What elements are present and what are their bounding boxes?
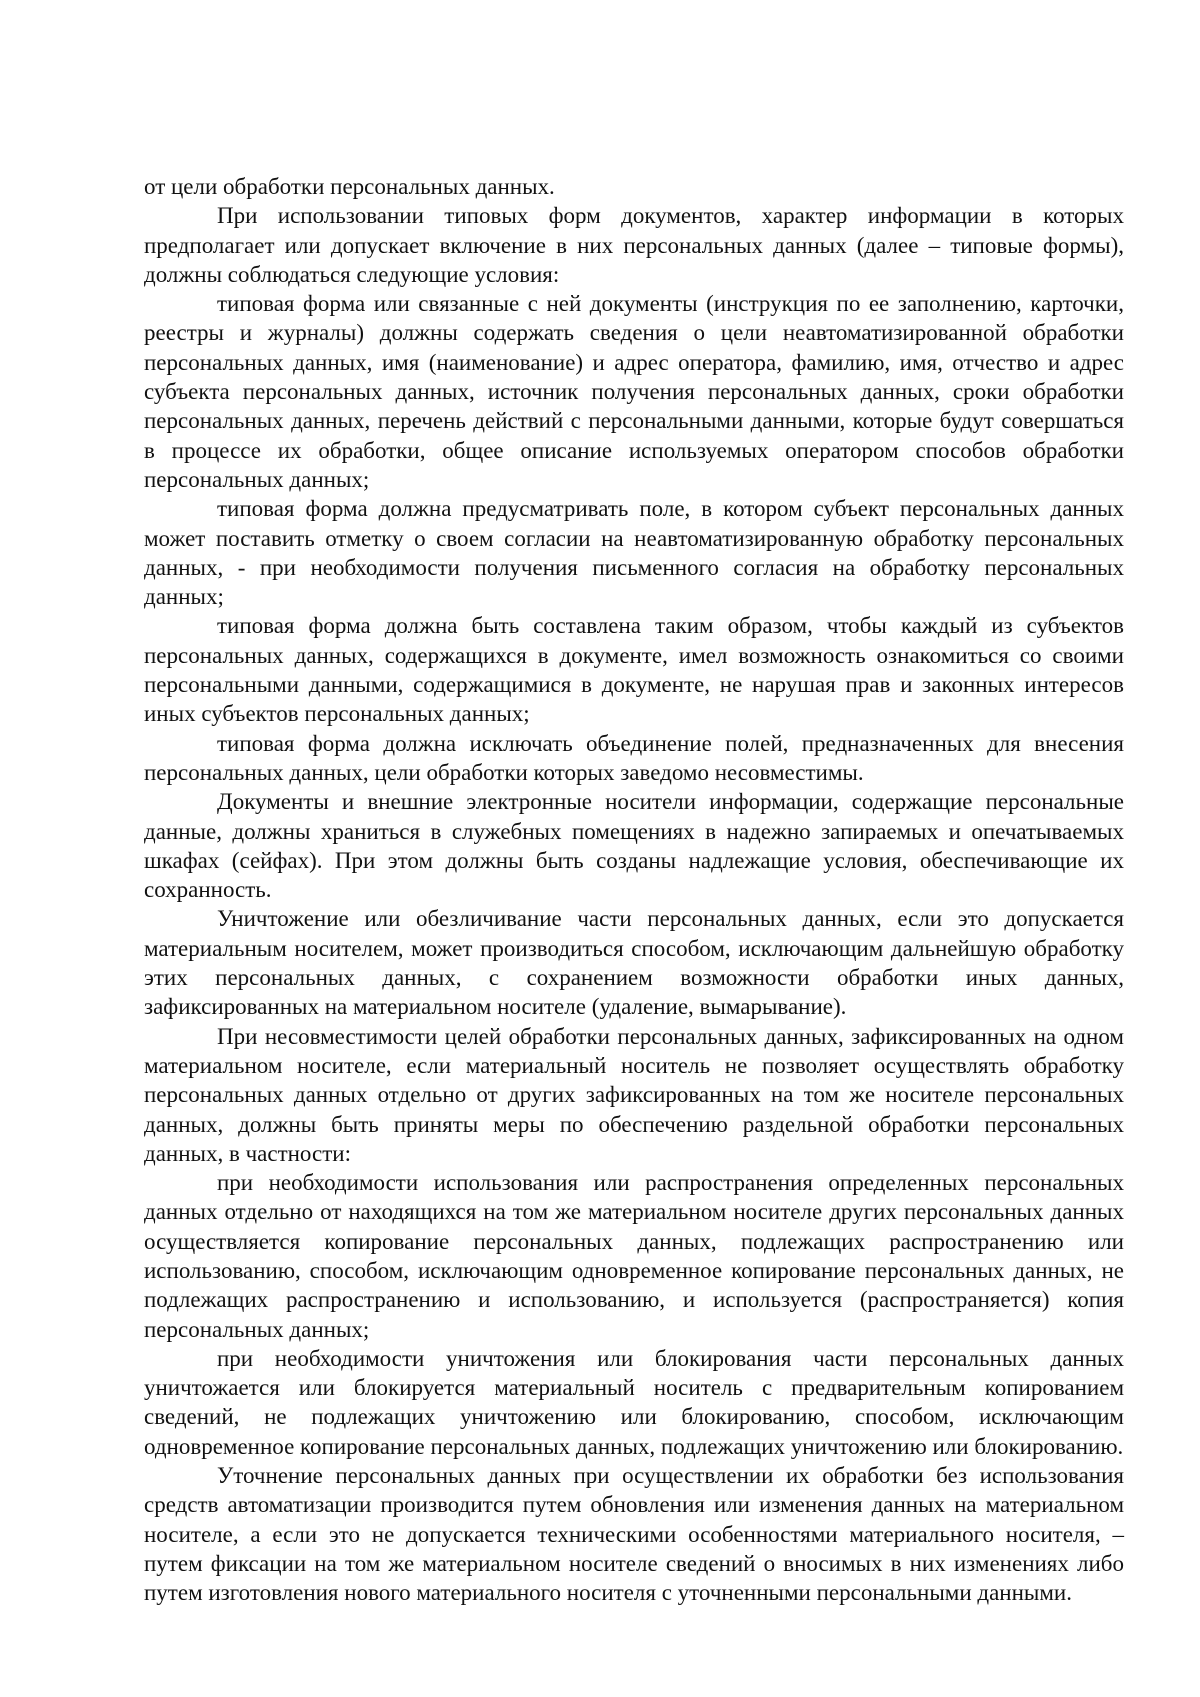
paragraph-copying-measure: при необходимости использования или распространения определенных персональных данных отдельно от находящихся на том же материальном носителе других персональных данных осуществляется копирование персональных данных, подлежащих распространению или использованию, способом, исключающим одновременное копирование персональных данных, не подлежащих распространению и использованию, и используется (распространяется) копия персональных данных; (144, 1170, 1124, 1342)
paragraph-destruction-measure: при необходимости уничтожения или блокирования части персональных данных уничтожается или блокируется материальный носитель с предварительным копированием сведений, не подлежащих уничтожению или блокированию, способом, исключающим одновременное копирование персональных данных, подлежащих уничтожению или блокированию. (144, 1345, 1124, 1459)
paragraph-continuation: от цели обработки персональных данных. (144, 174, 555, 199)
paragraph-data-clarification: Уточнение персональных данных при осуществлении их обработки без использования средств автоматизации производится путем обновления или изменения данных на материальном носителе, а если это не допускается техническими особенностями материального носителя, – путем фиксации на том же материальном носителе сведений о вносимых в них изменениях либо путем изготовления нового материального носителя с уточненными персональными данными. (144, 1463, 1124, 1606)
document-page (144, 172, 1124, 1608)
paragraph-destruction-anonymization: Уничтожение или обезличивание части персональных данных, если это допускается материальным носителем, может производиться способом, исключающим дальнейшую обработку этих персональных данных, с сохранением возможности обработки иных данных, зафиксированных на материальном носителе (удаление, вымарывание). (144, 906, 1124, 1020)
paragraph-typical-forms-intro: При использовании типовых форм документов, характер информации в которых предполагает или допускает включение в них персональных данных (далее – типовые формы), должны соблюдаться следующие условия: (144, 203, 1124, 287)
paragraph-form-condition-privacy: типовая форма должна быть составлена таким образом, чтобы каждый из субъектов персональных данных, содержащихся в документе, имел возможность ознакомиться со своими персональными данными, содержащимися в документе, не нарушая прав и законных интересов иных субъектов персональных данных; (144, 613, 1124, 727)
paragraph-form-condition-field-separation: типовая форма должна исключать объединение полей, предназначенных для внесения персональных данных, цели обработки которых заведомо несовместимы. (144, 730, 1124, 785)
paragraph-document-storage: Документы и внешние электронные носители информации, содержащие персональные данные, должны храниться в служебных помещениях в надежно запираемых и опечатываемых шкафах (сейфах). При этом должны быть созданы надлежащие условия, обеспечивающие их сохранность. (144, 789, 1124, 903)
paragraph-incompatible-purposes: При несовместимости целей обработки персональных данных, зафиксированных на одном материальном носителе, если материальный носитель не позволяет осуществлять обработку персональных данных отдельно от других зафиксированных на том же носителе персональных данных, должны быть приняты меры по обеспечению раздельной обработки персональных данных, в частности: (144, 1023, 1124, 1166)
paragraph-form-condition-consent-field: типовая форма должна предусматривать поле, в котором субъект персональных данных может поставить отметку о своем согласии на неавтоматизированную обработку персональных данных, - при необходимости получения письменного согласия на обработку персональных данных; (144, 496, 1124, 610)
paragraph-form-condition-contents: типовая форма или связанные с ней документы (инструкция по ее заполнению, карточки, реестры и журналы) должны содержать сведения о цели неавтоматизированной обработки персональных данных, имя (наименование) и адрес оператора, фамилию, имя, отчество и адрес субъекта персональных данных, источник получения персональных данных, сроки обработки персональных данных, перечень действий с персональными данными, которые будут совершаться в процессе их обработки, общее описание используемых оператором способов обработки персональных данных; (144, 291, 1124, 492)
